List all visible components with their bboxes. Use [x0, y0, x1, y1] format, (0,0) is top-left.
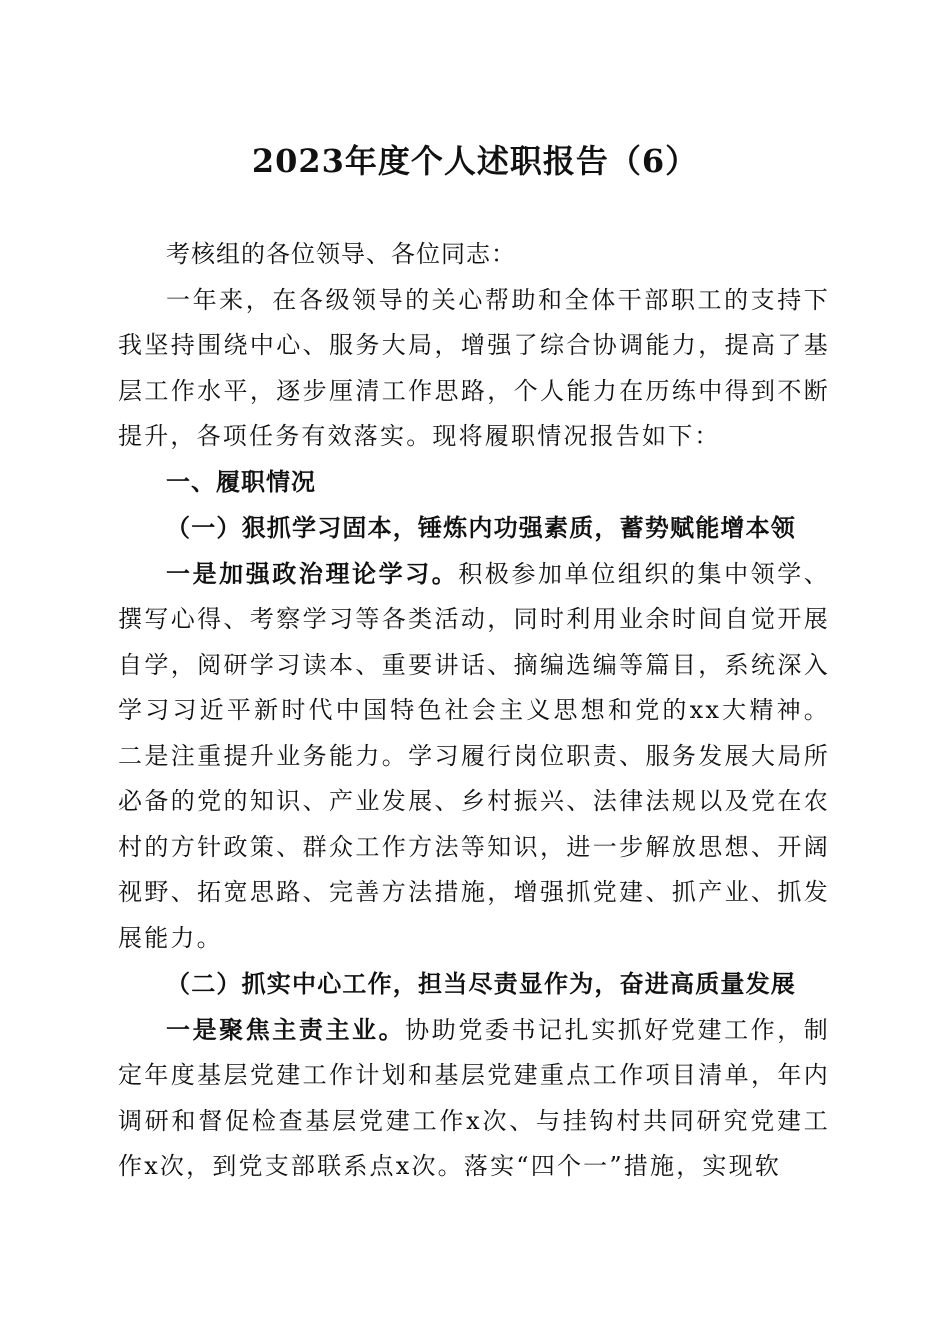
salutation: 考核组的各位领导、各位同志：: [166, 240, 516, 268]
document-body: [118, 232, 830, 1190]
section-heading-performance: 一、履职情况: [166, 467, 316, 496]
subsection-heading-study: （一）狠抓学习固本，锤炼内功强素质，蓄势赋能增本领: [166, 513, 796, 542]
study-paragraph: [118, 551, 830, 962]
intro-paragraph: 一年来，在各级领导的关心帮助和全体干部职工的支持下我坚持围绕中心、服务大局，增强了综合协调能力，提高了基层工作水平，逐步厘清工作思路，个人能力在历练中得到不断提升，各项任务有效落实。现将履职情况报告如下：: [118, 285, 830, 450]
study-paragraph-lead: 一是加强政治理论学习。: [166, 558, 459, 588]
central-work-paragraph: [118, 1007, 830, 1190]
subsection-heading-central-work: （二）抓实中心工作，担当尽责显作为，奋进高质量发展: [166, 969, 796, 998]
central-work-paragraph-text: 协助党委书记扎实抓好党建工作，制定年度基层党建工作计划和基层党建重点工作项目清单，年内调研和督促检查基层党建工作x次、与挂钩村共同研究党建工作x次，到党支部联系点x次。落实“四个一”措施，实现软: [118, 1015, 830, 1180]
document-title: 2023年度个人述职报告（6）: [251, 142, 699, 180]
study-paragraph-text: 积极参加单位组织的集中领学、撰写心得、考察学习等各类活动，同时利用业余时间自觉开展自学，阅研学习读本、重要讲话、摘编选编等篇目，系统深入学习习近平新时代中国特色社会主义思想和党的xx大精神。二是注重提升业务能力。学习履行岗位职责、服务发展大局所必备的党的知识、产业发展、乡村振兴、法律法规以及党在农村的方针政策、群众工作方法等知识，进一步解放思想、开阔视野、拓宽思路、完善方法措施，增强抓党建、抓产业、抓发展能力。: [118, 559, 830, 952]
central-work-paragraph-lead: 一是聚焦主责主业。: [166, 1014, 406, 1044]
